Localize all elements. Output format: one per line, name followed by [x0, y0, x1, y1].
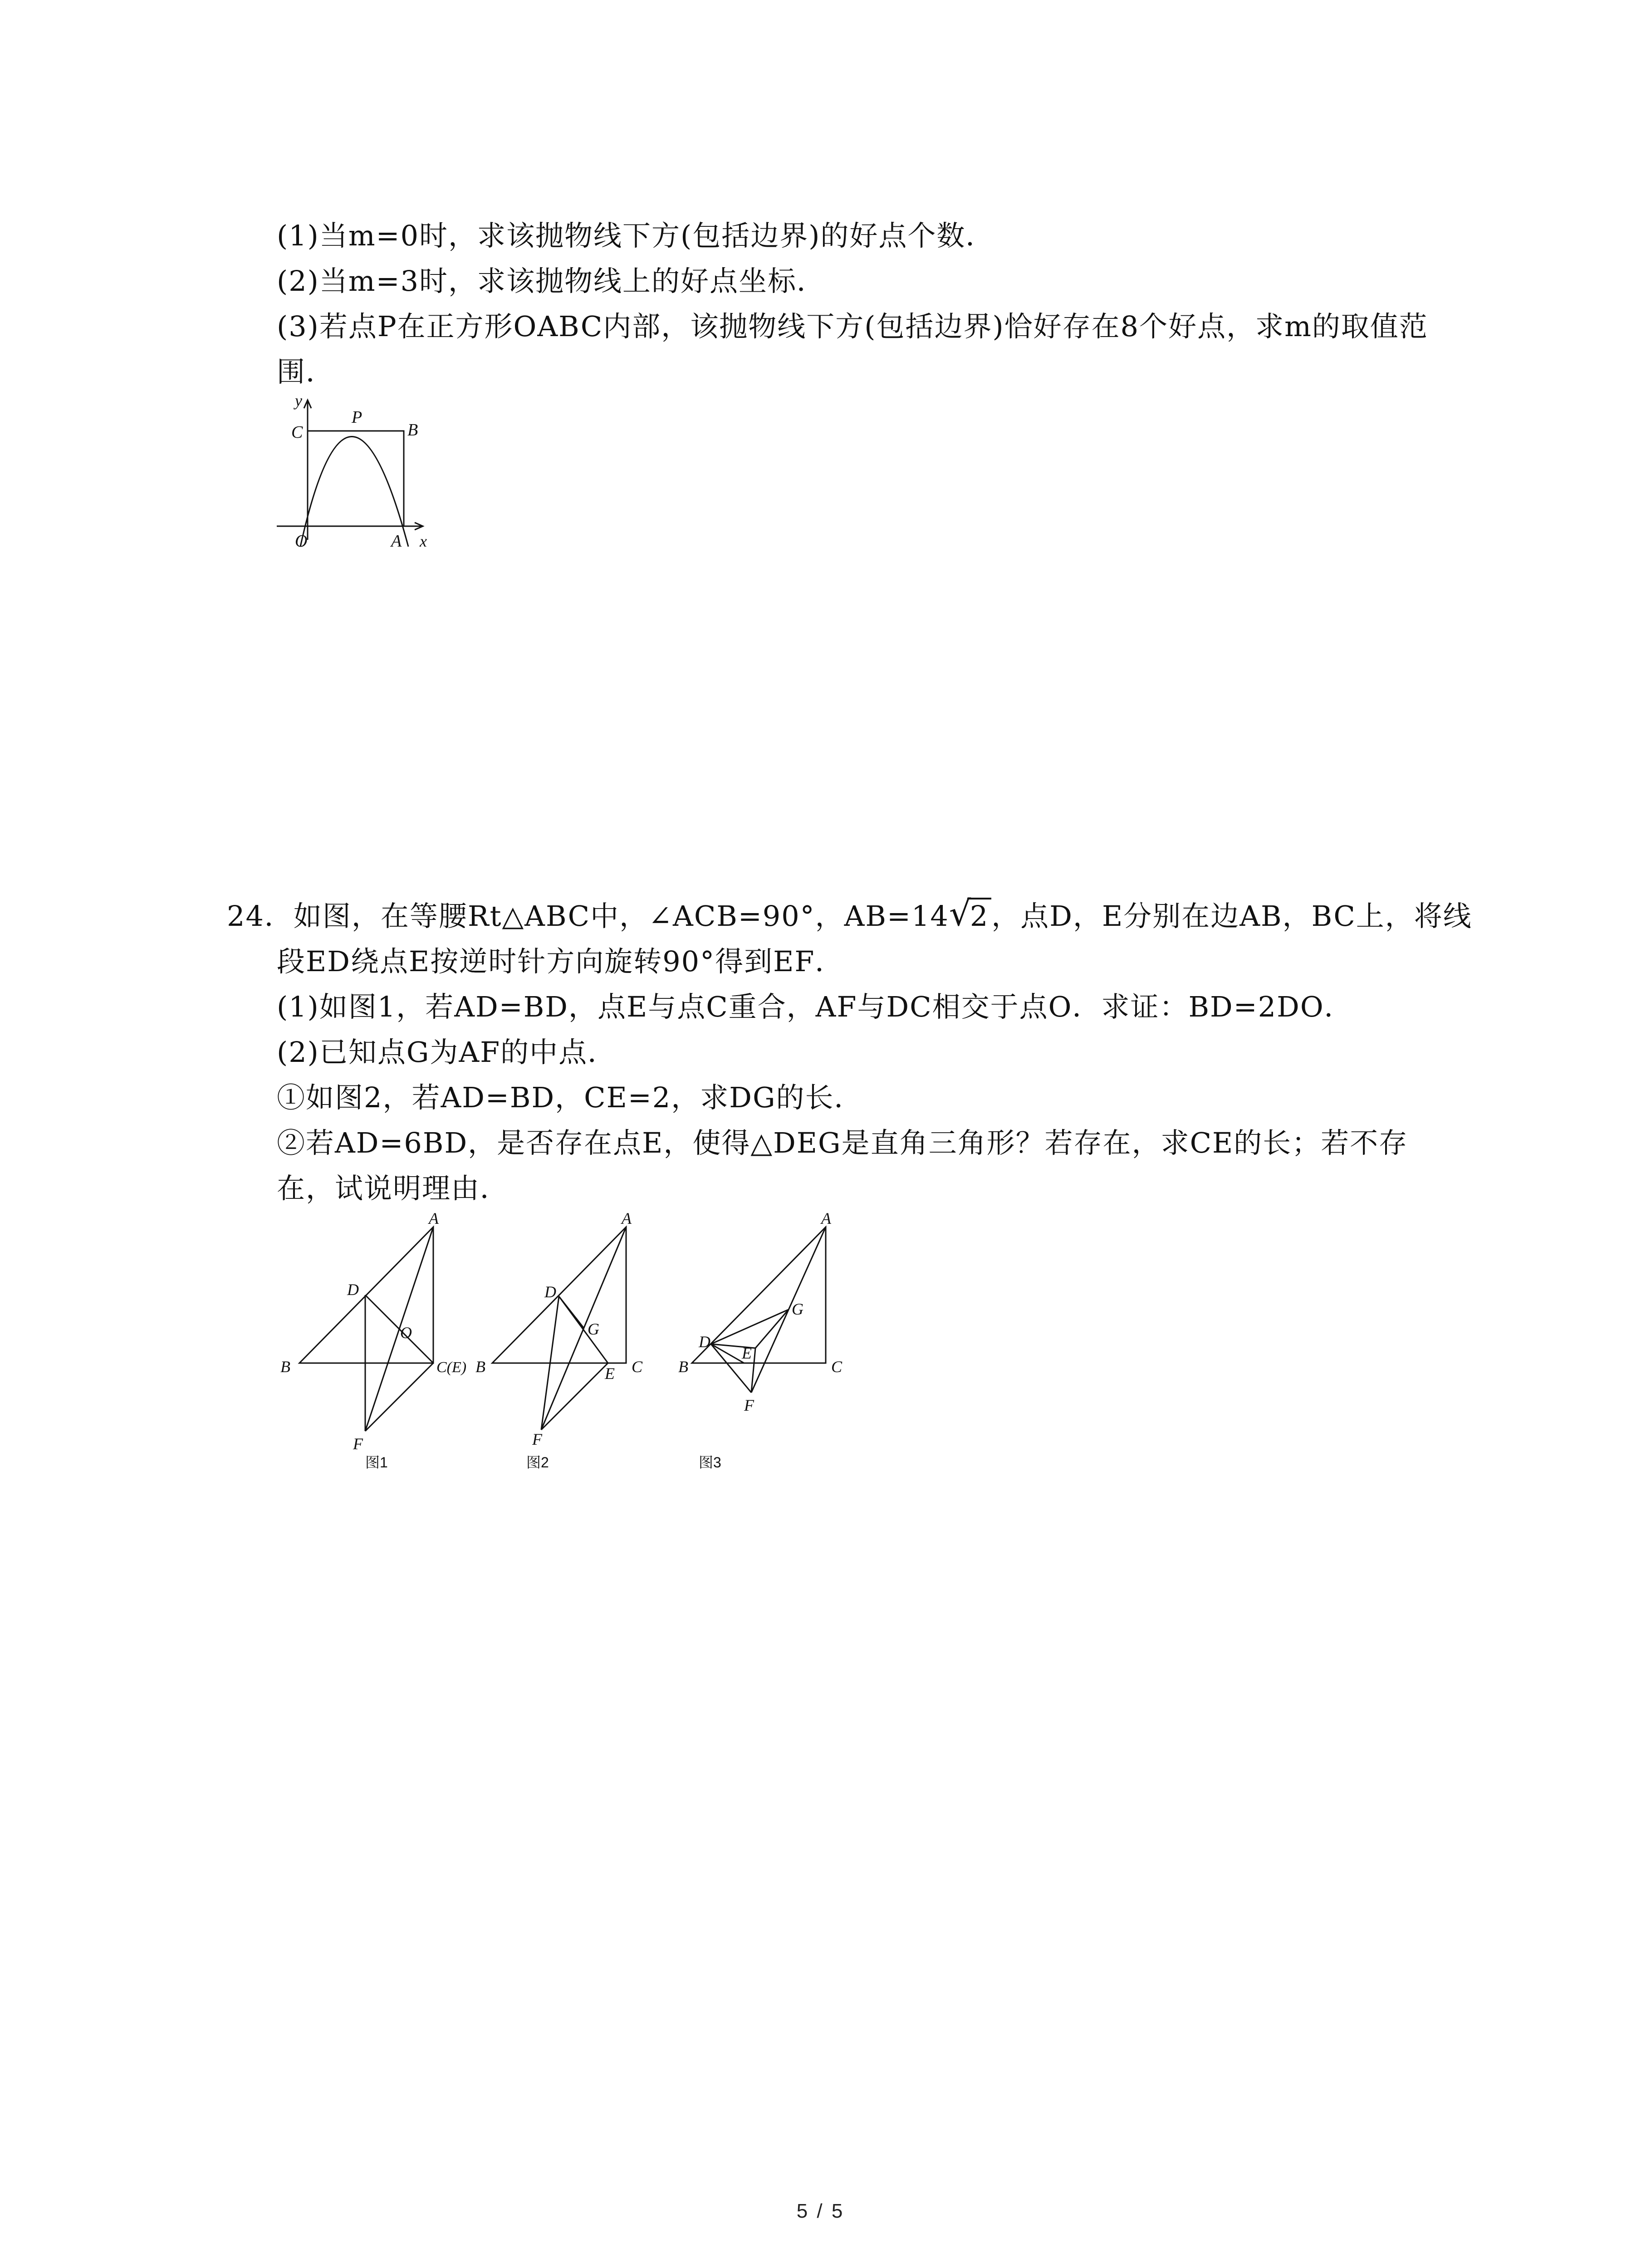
- q23-parabola-figure: [272, 390, 445, 553]
- q24-stem-line1: [227, 893, 1472, 934]
- sqrt-expression: [949, 893, 991, 934]
- q23-part2: (2)当m=3时，求该抛物线上的好点坐标．: [277, 264, 826, 298]
- fig1-label-O: O: [400, 1324, 412, 1342]
- triangle-abc: [492, 1227, 626, 1363]
- label-P: P: [352, 408, 362, 427]
- label-B: B: [407, 420, 418, 440]
- segment-cf: [365, 1363, 433, 1431]
- segment-ef: [541, 1363, 608, 1430]
- fig3-label-B: B: [678, 1358, 688, 1376]
- fig2-label-C: C: [632, 1358, 643, 1376]
- q23-part1: (1)当m=0时，求该抛物线下方(包括边界)的好点个数．: [277, 219, 995, 252]
- segment-eg: [755, 1310, 789, 1348]
- fig3-label-A: A: [821, 1209, 831, 1227]
- segment-af: [365, 1227, 433, 1431]
- fig1-caption: 图1: [365, 1454, 388, 1471]
- q24-stem-line2: 段ED绕点E按逆时针方向旋转90°得到EF．: [277, 945, 844, 978]
- q24-figure-2: [472, 1207, 662, 1488]
- label-C: C: [291, 423, 303, 442]
- fig1-label-C: C(E): [436, 1359, 467, 1376]
- q24-part2-2-line1: ②若AD=6BD，是否存在点E，使得△DEG是直角三角形？若存在，求CE的长；若不存: [277, 1126, 1408, 1159]
- q24-figure-3: [671, 1207, 862, 1488]
- parabola-curve: [300, 437, 408, 547]
- segment-dg: [711, 1310, 789, 1344]
- fig3-caption: 图3: [699, 1454, 721, 1471]
- q24-figure-1: [272, 1207, 481, 1488]
- triangle-abc: [692, 1227, 826, 1363]
- segment-af: [541, 1227, 626, 1430]
- q24-part2: (2)已知点G为AF的中点．: [277, 1036, 617, 1069]
- fig2-label-A: A: [622, 1209, 632, 1227]
- segment-dg: [559, 1296, 584, 1328]
- fig2-label-B: B: [475, 1358, 485, 1376]
- square-oabc: [308, 431, 404, 526]
- sqrt-radicand: 2: [967, 898, 991, 933]
- q24-stem-line1-b: ，点D，E分别在边AB，BC上，将线: [991, 899, 1472, 933]
- q23-part3-line1: (3)若点P在正方形OABC内部，该抛物线下方(包括边界)恰好存在8个好点，求m的取值范: [277, 310, 1428, 343]
- fig1-label-F: F: [353, 1435, 363, 1453]
- q24-part1: (1)如图1，若AD=BD，点E与点C重合，AF与DC相交于点O．求证：BD=2DO．: [277, 990, 1353, 1023]
- label-A: A: [391, 532, 402, 551]
- fig3-label-F: F: [744, 1396, 754, 1414]
- fig2-label-D: D: [544, 1283, 556, 1301]
- fig2-label-G: G: [588, 1320, 599, 1338]
- q24-part2-1: ①如图2，若AD=BD，CE=2，求DG的长．: [277, 1081, 863, 1114]
- fig3-label-G: G: [792, 1300, 803, 1318]
- fig1-label-D: D: [347, 1281, 359, 1299]
- label-x: x: [420, 532, 427, 550]
- fig2-label-E: E: [605, 1364, 615, 1383]
- fig2-label-F: F: [532, 1430, 542, 1448]
- page-number: 5 / 5: [796, 2200, 845, 2222]
- fig3-label-C: C: [831, 1358, 843, 1376]
- label-O: O: [295, 532, 308, 551]
- fig3-label-D: D: [699, 1333, 710, 1351]
- fig3-label-E: E: [742, 1344, 752, 1362]
- radical-icon: √: [949, 893, 972, 934]
- fig1-label-B: B: [280, 1358, 290, 1376]
- label-y: y: [295, 391, 302, 410]
- fig2-caption: 图2: [526, 1454, 549, 1471]
- q23-part3-line2: 围．: [277, 355, 335, 388]
- fig1-label-A: A: [429, 1209, 439, 1227]
- q24-part2-2-line2: 在，试说明理由．: [277, 1172, 509, 1205]
- q24-stem-line1-a: 24．如图，在等腰Rt△ABC中，∠ACB=90°，AB=14: [227, 899, 949, 933]
